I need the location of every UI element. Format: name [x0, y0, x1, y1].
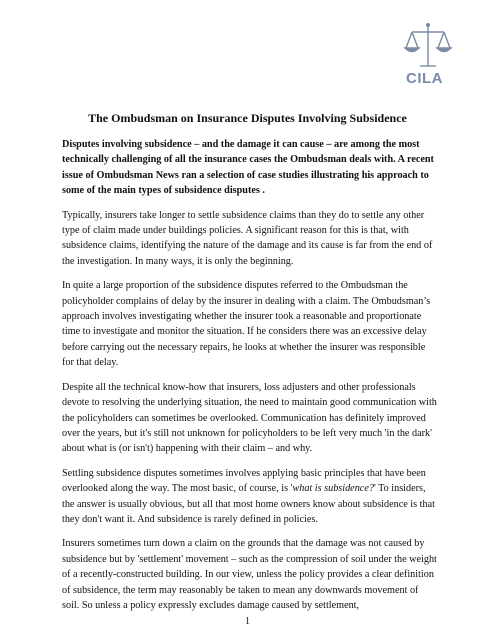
- body-paragraph: In quite a large proportion of the subsidence disputes referred to the Ombudsman the policyholder complains of delay by the insurer in dealing with a claim. The Ombudsman’s approach involves investigating whether the insurer took a reasonable and proportionate time to investigate and monitor the situation. If he considers there was an excessive delay before carrying out the necessary repairs, he looks at whether the insurer was responsible for that delay.: [62, 280, 431, 369]
- document-title: The Ombudsman on Insurance Disputes Involving Subsidence: [88, 111, 407, 125]
- body-paragraph: Insurers sometimes turn down a claim on the grounds that the damage was not caused by subsidence but by 'settlement' movement – such as the compression of soil under the weight of a recently-constructed building. In our view, unless the policy provides a clear definition of subsidence, the term may reasonably be taken to mean any downwards movement of soil. So unless a policy expressly excludes damage caused by settlement,: [62, 538, 437, 611]
- body-paragraph: [62, 466, 438, 528]
- scales-of-justice-icon: [398, 22, 458, 72]
- body-paragraph: Typically, insurers take longer to settle subsidence claims than they do to settle any other type of claim made under buildings policies. A significant reason for this is that, with subsidence claims, identifying the nature of the damage and its cause is far from the end of the investigation. In many ways, it is only the beginning.: [62, 209, 433, 267]
- text-span: Settling subsidence disputes sometimes involves applying basic principles that have been overlooked along the way. The most basic, of course, is ': [62, 467, 426, 495]
- lead-paragraph: Disputes involving subsidence – and the damage it can cause – are among the most technically challenging of all the insurance cases the Ombudsman deals with. A recent issue of Ombudsman News ran a selection of case studies illustrating his approach to some of the main types of subsidence disputes .: [62, 139, 434, 197]
- text-span: ' To insiders, the answer is usually obvious, but all that most home owners know about subsidence is that they don't want it. And subsidence is rarely defined in policies.: [62, 483, 435, 525]
- logo-text: CILA: [406, 70, 443, 87]
- cila-logo: [398, 22, 458, 94]
- body-paragraph: Despite all the technical know-how that insurers, loss adjusters and other professionals devote to resolving the underlying situation, the need to maintain good communication with the policyholders can sometimes be overlooked. Communication has definitely improved over the years, but it's still not unknown for policyholders to be left very much 'in the dark' about what is (or isn't) happening with their claim – and why.: [62, 381, 437, 455]
- italic-phrase: what is subsidence?: [292, 483, 374, 495]
- page-number: 1: [245, 616, 250, 627]
- document-body: [62, 137, 438, 622]
